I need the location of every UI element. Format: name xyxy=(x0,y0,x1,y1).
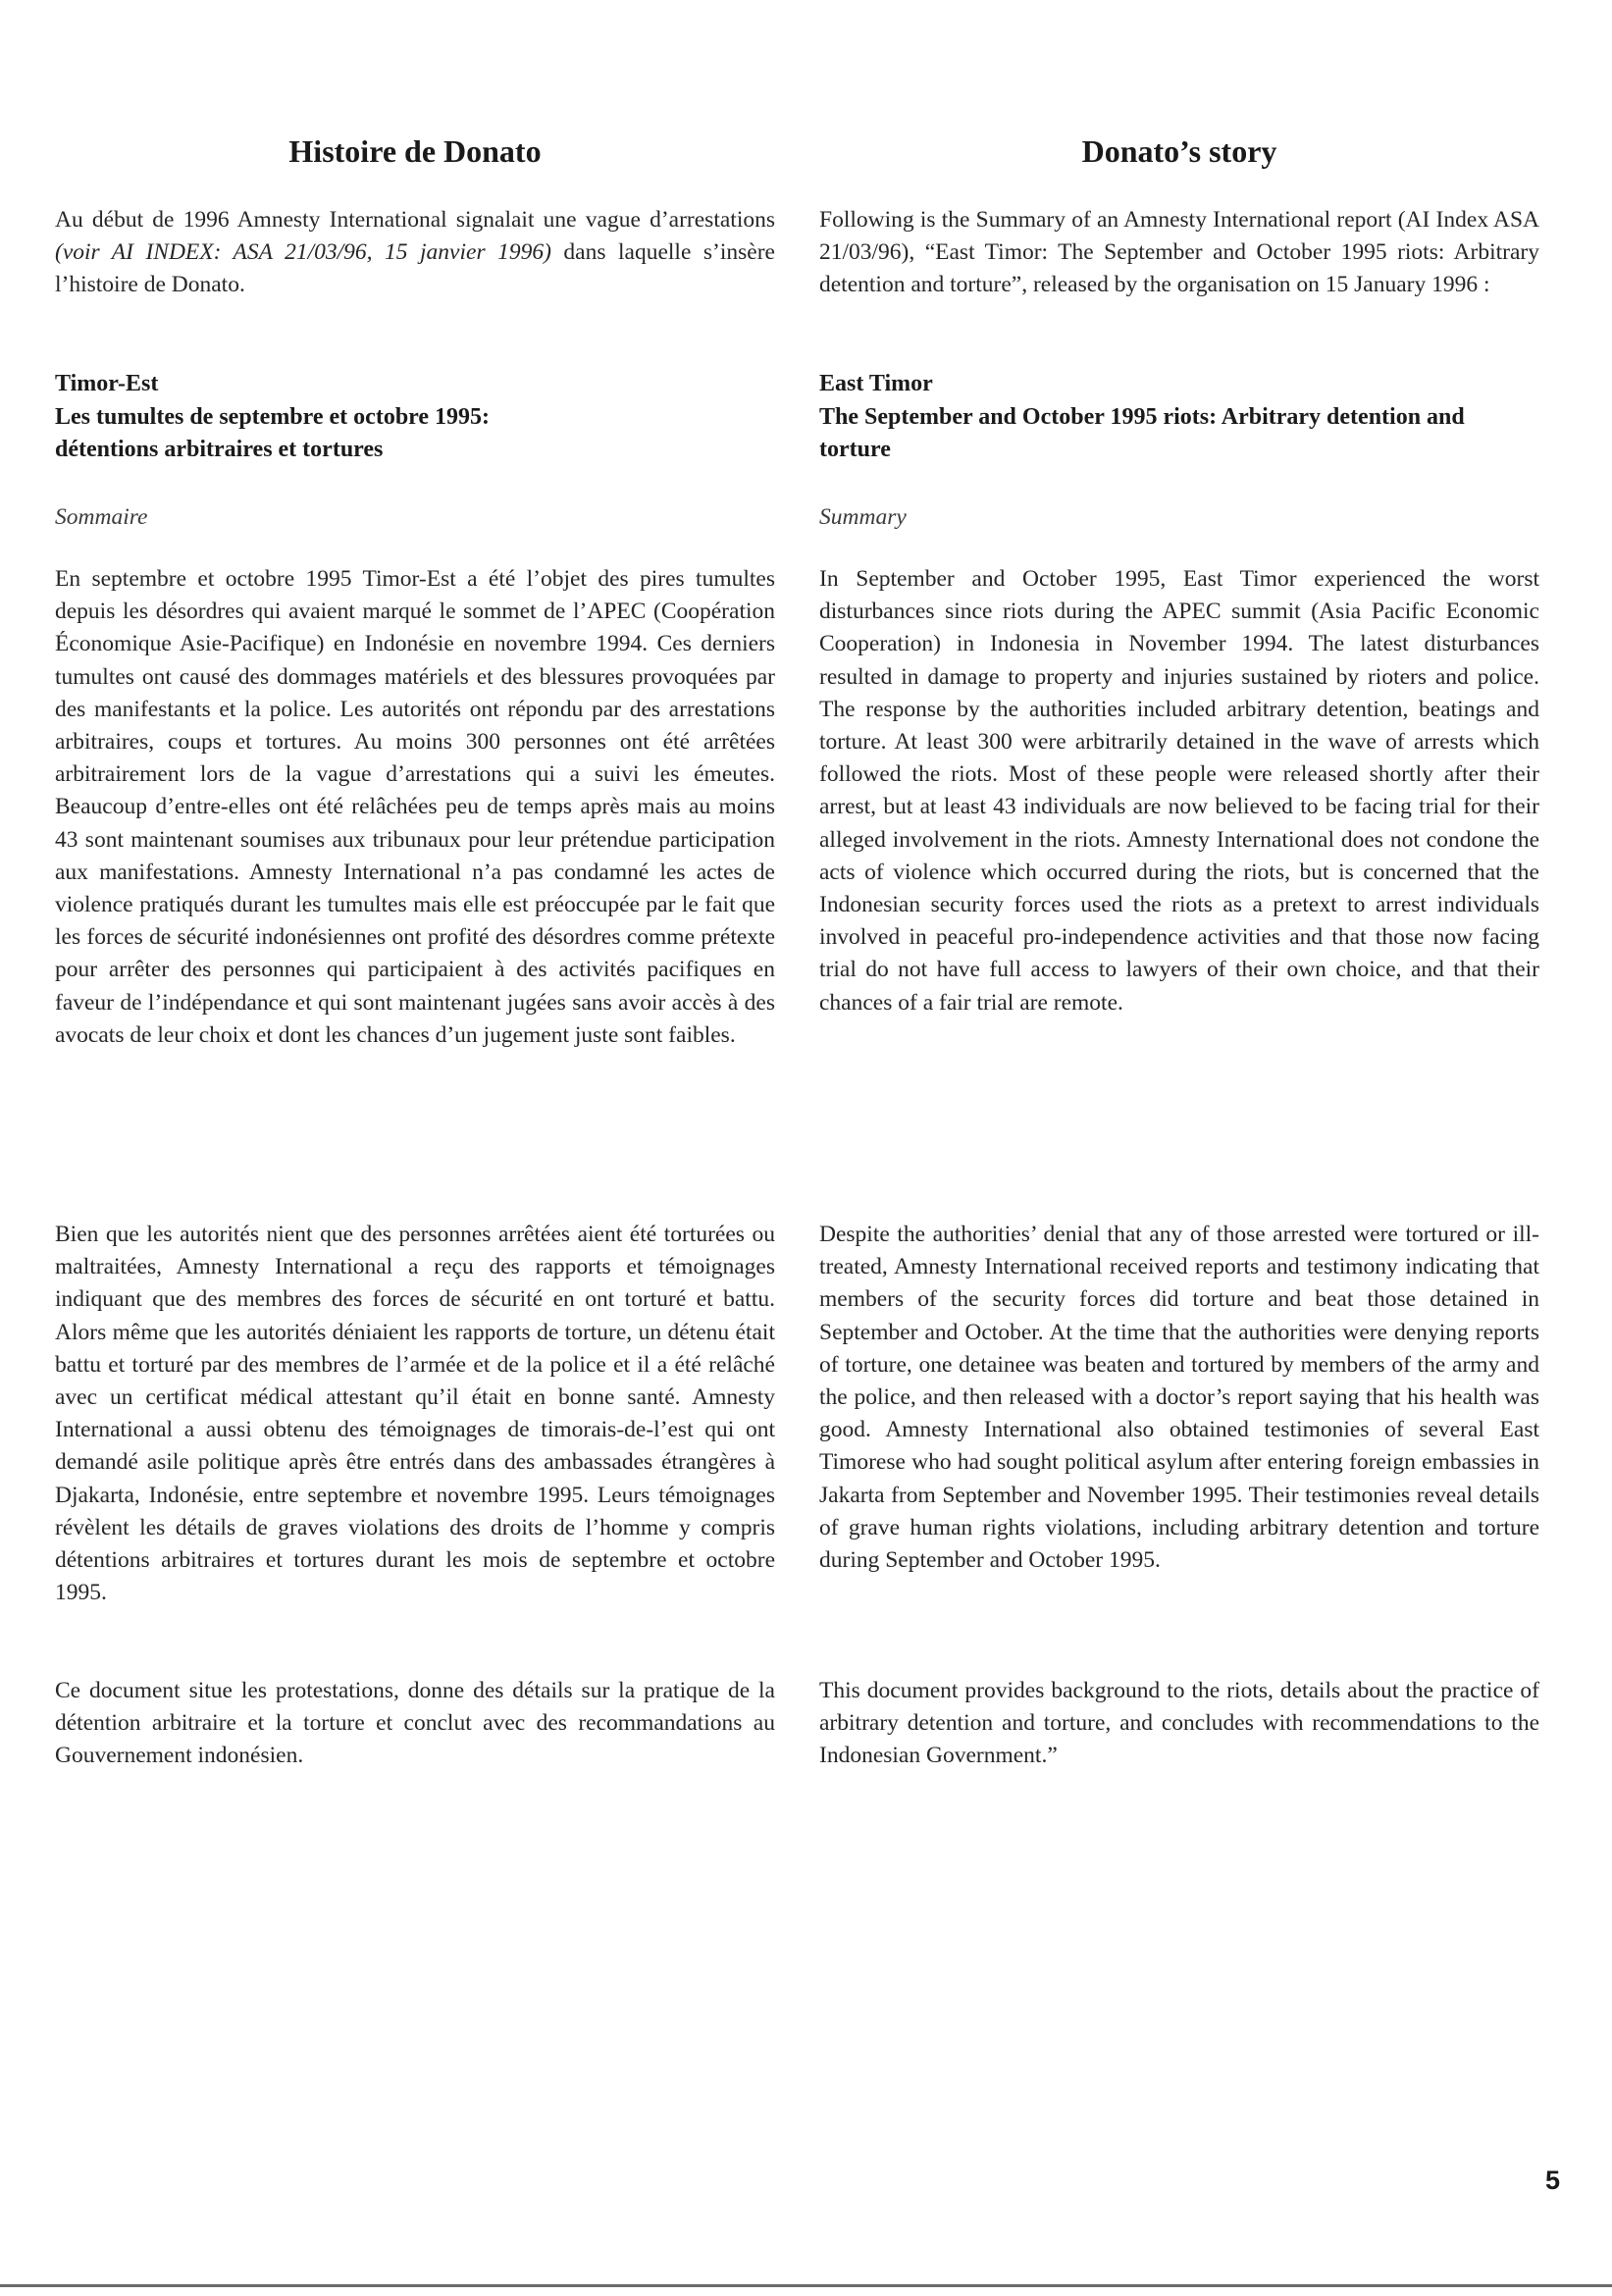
french-intro-text: Au début de 1996 Amnesty International signalait une vague d’arrestations xyxy=(55,207,775,233)
french-intro-text-end: dans laquelle s’insère l’histoire de Donato. xyxy=(55,239,775,298)
french-paragraph-1: En septembre et octobre 1995 Timor-Est a été l’objet des pires tumultes depuis les désordres qui avaient marqué le sommet de l’APEC (Coopération Économique Asie-Pacifique) en Indonésie en novembre 1994. Ces derniers tumultes ont causé des dommages matériels et des blessures provoquées par des manifestants et la police. Les autorités ont répondu par des arrestations arbitraires, coups et tortures. Au moins 300 personnes ont été arrêtées arbitrairement lors de la vague d’arrestations qui a suivi les émeutes. Beaucoup d’entre-elles ont été relâchées peu de temps après mais au moins 43 sont maintenant soumises aux tribunaux pour leur prétendue participation aux manifestations. Amnesty International n’a pas condamné les actes de violence pratiqués durant les tumultes mais elle est préoccupée par le fait que les forces de sécurité indonésiennes ont profité des désordres comme prétexte pour arrêter des personnes qui participaient à des activités pacifiques en faveur de l’indépendance et qui sont maintenant jugées sans avoir accès à des avocats de leur choix et dont les chances d’un jugement juste sont faibles. xyxy=(55,566,775,1048)
english-heading-line-2: The September and October 1995 riots: Arbitrary detention and torture xyxy=(819,403,1465,462)
french-heading-line-2: Les tumultes de septembre et octobre 1995: xyxy=(55,403,491,430)
french-paragraph-2: Bien que les autorités nient que des personnes arrêtées aient été torturées ou maltraitées, Amnesty International a reçu des rapports et témoignages indiquant que des membres des forces de sécurité en ont torturé et battu. Alors même que les autorités déniaient les rapports de torture, un détenu était battu et torturé par des membres de l’armée et de la police et il a été relâché avec un certificat médical attestant qu’il était en bonne santé. Amnesty International a aussi obtenu des témoignages de timorais-de-l’est qui ont demandé asile politique après être entrés dans des ambassades étrangères à Djakarta, Indonésie, entre septembre et novembre 1995. Leurs témoignages révèlent les détails de graves violations des droits de l’homme y compris détentions arbitraires et tortures durant les mois de septembre et octobre 1995. xyxy=(55,1222,775,1606)
french-summary-label: Sommaire xyxy=(55,504,148,530)
french-section-heading xyxy=(55,368,775,467)
french-intro-reference: (voir AI INDEX: ASA 21/03/96, 15 janvier 1996) xyxy=(55,239,551,266)
english-paragraph-2: Despite the authorities’ denial that any of those arrested were tortured or ill-treated, Amnesty International received reports and testimony indicating that members of the security forces did torture and beat those detained in September and October. At the time that the authorities were denying reports of torture, one detainee was beaten and tortured by members of the army and the police, and then released with a doctor’s report saying that his health was good. Amnesty International also obtained testimonies of several East Timorese who had sought political asylum after entering foreign embassies in Jakarta from September and November 1995. Their testimonies reveal details of grave human rights violations, including arbitrary detention and torture during September and October 1995. xyxy=(819,1222,1539,1574)
french-paragraph-3: Ce document situe les protestations, donne des détails sur la pratique de la détention arbitraire et la torture et conclut avec des recommandations au Gouvernement indonésien. xyxy=(55,1678,775,1769)
english-heading-line-1: East Timor xyxy=(819,371,933,396)
page-number: 5 xyxy=(1544,2166,1560,2195)
english-title: Donato’s story xyxy=(1081,133,1277,169)
english-summary-label: Summary xyxy=(819,504,907,530)
french-title: Histoire de Donato xyxy=(288,133,542,169)
french-heading-line-3: détentions arbitraires et tortures xyxy=(55,437,384,462)
english-paragraph-3: This document provides background to the riots, details about the practice of arbitrary detention and torture, and concludes with recommendations to the Indonesian Government.” xyxy=(819,1678,1539,1769)
english-paragraph-1: In September and October 1995, East Timor experienced the worst disturbances since riots during the APEC summit (Asia Pacific Economic Cooperation) in Indonesia in November 1994. The latest disturbances resulted in damage to property and injuries sustained by rioters and police. The response by the authorities included arbitrary detention, beatings and torture. At least 300 were arbitrarily detained in the wave of arrests which followed the riots. Most of these people were released shortly after their arrest, but at least 43 individuals are now believed to be facing trial for their alleged involvement in the riots. Amnesty International does not condone the acts of violence which occurred during the riots, but is concerned that the Indonesian security forces used the riots as a pretext to arrest individuals involved in peaceful pro-independence activities and that those now facing trial do not have full access to lawyers of their own choice, and that their chances of a fair trial are remote. xyxy=(819,566,1539,1016)
bottom-border-rule xyxy=(0,2284,1612,2287)
english-intro: Following is the Summary of an Amnesty International report (AI Index ASA 21/03/96), “East Timor: The September and October 1995 riots: Arbitrary detention and torture”, released by the organisation on 15 January 1996 : xyxy=(819,207,1539,298)
french-intro xyxy=(55,204,775,302)
english-section-heading xyxy=(819,368,1539,467)
french-heading-line-1: Timor-Est xyxy=(55,371,159,396)
